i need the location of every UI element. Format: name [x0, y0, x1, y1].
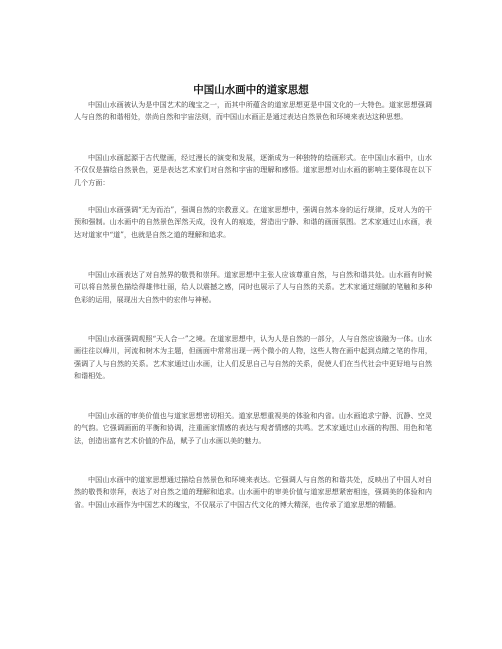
paragraph-2: 中国山水画起源于古代壁画，经过漫长的演变和发展，逐渐成为一种独特的绘画形式。在中国山水画中，山水不仅仅是描绘自然景色，更是表达艺术家们对自然和宇宙的理解和感悟。道家思想对山水画的影响主要体现在以下几个方面：: [74, 153, 432, 187]
paragraph-5: 中国山水画强调观照“天人合一”之境。在道家思想中，认为人是自然的一部分，人与自然应该融为一体。山水画往往以峰川，河流和树木为主题，但画面中常常出现一两个微小的人物，这些人物在画中起到点睛之笔的作用，强调了人与自然的关系。艺术家通过山水画，让人们反思自己与自然的关系，促使人们在当代社会中更好地与自然和谐相处。: [74, 334, 432, 381]
paragraph-1: 中国山水画被认为是中国艺术的瑰宝之一，而其中所蕴含的道家思想更是中国文化的一大特色。道家思想强调人与自然的和谐相处，崇尚自然和宇宙法则，而中国山水画正是通过表达自然景色和环境来表达这种思想。: [74, 100, 432, 122]
paragraph-4: 中国山水画表达了对自然界的敬畏和崇拜。道家思想中主张人应该尊重自然，与自然和谐共处。山水画有时候可以将自然景色描绘得雄伟壮丽，给人以震撼之感，同时也展示了人与自然的关系。艺术家通过细腻的笔触和多种色彩的运用，展现出大自然中的宏伟与神秘。: [74, 270, 432, 304]
paragraph-6: 中国山水画的审美价值也与道家思想密切相关。道家思想重视美的体验和内省。山水画追求宁静、沉静、空灵的气韵。它强调画面的平衡和协调，注重画家情感的表达与观者情感的共鸣。艺术家通过山水画的构图、用色和笔法，创造出富有艺术价值的作品，赋予了山水画以美的魅力。: [74, 411, 432, 445]
paragraph-7: 中国山水画中的道家思想通过描绘自然景色和环境来表达。它强调人与自然的和谐共处，反映出了中国人对自然的敬畏和崇拜，表达了对自然之道的理解和追求。山水画中的审美价值与道家思想紧密相连，强调美的体验和内省。中国山水画作为中国艺术的瑰宝，不仅展示了中国古代文化的博大精深，也传承了道家思想的精髓。: [74, 475, 432, 509]
paragraph-3: 中国山水画强调“无为而治”，强调自然的宗教意义。在道家思想中，强调自然本身的运行规律，反对人为的干预和强制。山水画中的自然景色浑然天成，没有人的痕迹，营造出宁静、和谐的画面氛围。艺术家通过山水画，表达对道家中“道”，也就是自然之道的理解和追求。: [74, 205, 432, 239]
page-title: 中国山水画中的道家思想: [193, 84, 309, 96]
